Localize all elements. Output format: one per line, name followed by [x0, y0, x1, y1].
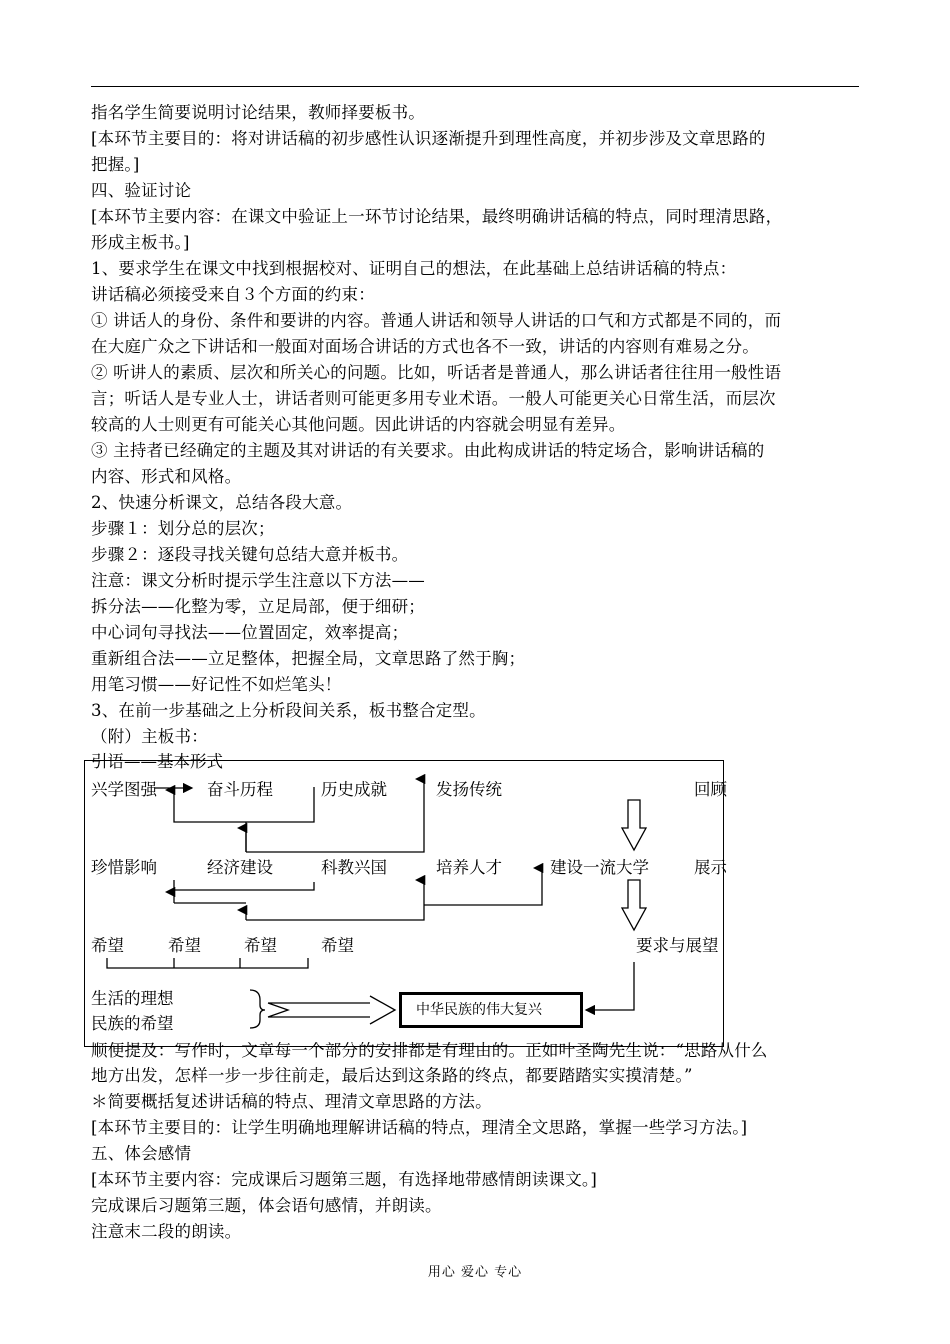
board-node: 历史成就: [321, 780, 387, 799]
board-node: 希望: [244, 936, 277, 955]
section-heading: 五、体会感情: [91, 1144, 192, 1163]
text-line: 3、在前一步基础之上分析段间关系，板书整合定型。: [91, 701, 486, 720]
text-line: 言；听话人是专业人士，讲话者则可能更多用专业术语。一般人可能更关心日常生活，而层次: [91, 389, 776, 408]
board-intro: 引语——基本形式: [91, 752, 223, 771]
text-line: 指名学生简要说明讨论结果，教师择要板书。: [91, 103, 425, 122]
text-line: ① 讲话人的身份、条件和要讲的内容。普通人讲话和领导人讲话的口气和方式都是不同的，而: [91, 311, 782, 330]
text-line: 讲话稿必须接受来自３个方面的约束：: [91, 285, 375, 304]
text-line: 内容、形式和风格。: [91, 467, 242, 486]
text-line: 注意：课文分析时提示学生注意以下方法——: [91, 571, 425, 590]
board-node: 生活的理想: [91, 989, 174, 1008]
text-line: 步骤２：逐段寻找关键句总结大意并板书。: [91, 545, 409, 564]
text-line: 较高的人士则更有可能关心其他问题。因此讲话的内容就会明显有差异。: [91, 415, 626, 434]
text-line: 完成课后习题第三题，体会语句感情，并朗读。: [91, 1196, 442, 1215]
text-line: 中心词句寻找法——位置固定，效率提高；: [91, 623, 409, 642]
text-line: 重新组合法——立足整体，把握全局，文章思路了然于胸；: [91, 649, 526, 668]
board-node: 培养人才: [436, 858, 502, 877]
text-line: 2、快速分析课文，总结各段大意。: [91, 493, 353, 512]
text-line: 地方出发，怎样一步一步往前走，最后达到这条路的终点，都要踏踏实实摸清楚。”: [91, 1066, 693, 1085]
board-goal-box: 中华民族的伟大复兴: [399, 992, 583, 1028]
text-line: [本环节主要内容：在课文中验证上一环节讨论结果，最终明确讲话稿的特点，同时理清思路，: [91, 207, 783, 226]
board-node: 奋斗历程: [207, 780, 273, 799]
text-line: 在大庭广众之下讲话和一般面对面场合讲话的方式也各不一致，讲话的内容则有难易之分。: [91, 337, 759, 356]
text-line: 顺便提及：写作时，文章每一个部分的安排都是有理由的。正如叶圣陶先生说：“思路从什么: [91, 1041, 768, 1060]
text-line: 用笔习惯——好记性不如烂笔头！: [91, 675, 342, 694]
board-node: 珍惜影响: [91, 858, 157, 877]
page-footer: 用心 爱心 专心: [427, 1265, 523, 1280]
board-node: 希望: [321, 936, 354, 955]
board-node: 希望: [91, 936, 124, 955]
text-line: ＊简要概括复述讲话稿的特点、理清文章思路的方法。: [91, 1092, 492, 1111]
text-line: [本环节主要目的：将对讲话稿的初步感性认识逐渐提升到理性高度，并初步涉及文章思路的: [91, 129, 766, 148]
board-node: 科教兴国: [321, 858, 387, 877]
text-line: 形成主板书。]: [91, 233, 190, 252]
board-node: 希望: [168, 936, 201, 955]
text-line: 拆分法——化整为零，立足局部，便于细研；: [91, 597, 425, 616]
board-stage-label: 回顾: [694, 780, 727, 799]
text-line: [本环节主要内容：完成课后习题第三题，有选择地带感情朗读课文。]: [91, 1170, 598, 1189]
text-line: 步骤１：划分总的层次；: [91, 519, 275, 538]
text-line: ② 听讲人的素质、层次和所关心的问题。比如，听话者是普通人，那么讲话者往往用一般性语: [91, 363, 782, 382]
board-node: 民族的希望: [91, 1014, 174, 1033]
board-node: 建设一流大学: [550, 858, 649, 877]
section-heading: 四、验证讨论: [91, 181, 192, 200]
text-line: [本环节主要目的：让学生明确地理解讲话稿的特点，理清全文思路，掌握一些学习方法。]: [91, 1118, 748, 1137]
board-node: 发扬传统: [436, 780, 502, 799]
board-stage-label: 要求与展望: [636, 936, 719, 955]
text-line: （附）主板书：: [91, 727, 208, 746]
text-line: 把握。]: [91, 155, 140, 174]
board-stage-label: 展示: [694, 858, 727, 877]
text-line: ③ 主持者已经确定的主题及其对讲话的有关要求。由此构成讲话的特定场合，影响讲话稿的: [91, 441, 765, 460]
text-line: 注意末二段的朗读。: [91, 1222, 242, 1241]
text-line: 1、要求学生在课文中找到根据校对、证明自己的想法，在此基础上总结讲话稿的特点：: [91, 259, 737, 278]
board-node: 经济建设: [207, 858, 273, 877]
board-node: 兴学图强: [91, 780, 157, 799]
